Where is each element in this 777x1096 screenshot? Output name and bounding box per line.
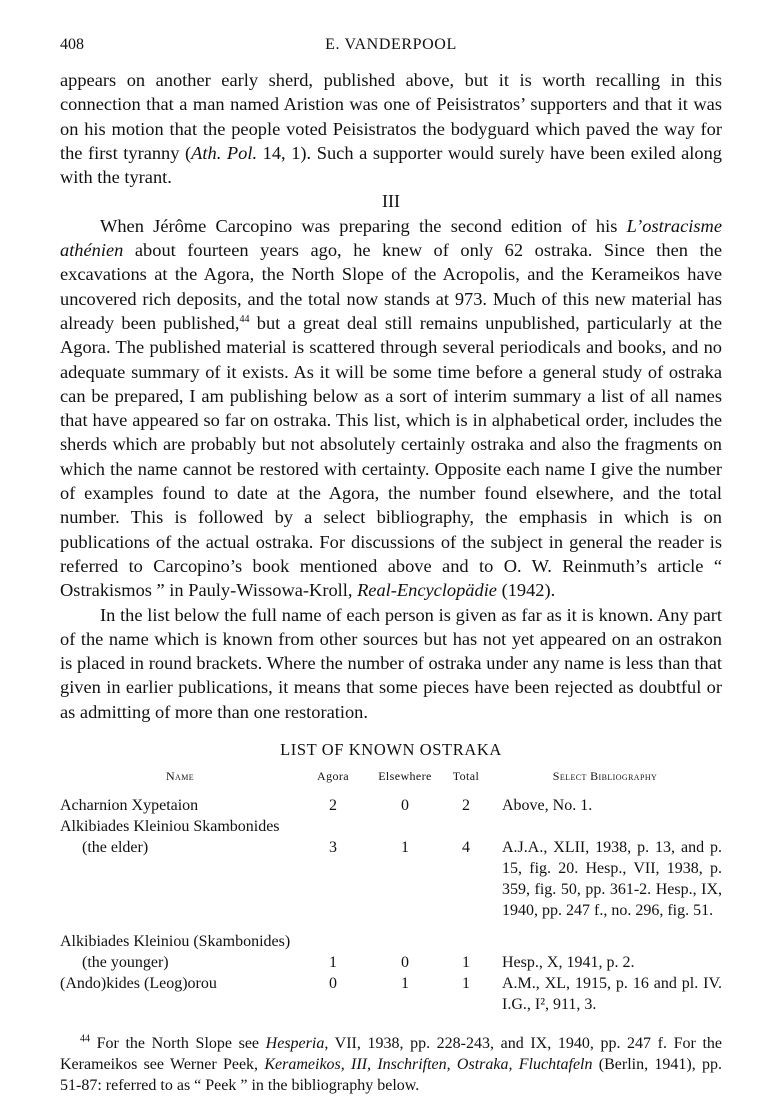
col-header-bibliography: Select Bibliography bbox=[552, 769, 658, 784]
count-elsewhere: 1 bbox=[401, 839, 409, 857]
table-header-row bbox=[60, 766, 722, 795]
paragraph-list-explanation: In the list below the full name of each person is given as far as it is known. Any part of the name which is known from other sources but has not yet appeared on an ostrakon is placed in round brackets. Where the number of ostraka under any name is less than that given in earlier publications, it means that some pieces have been rejected as doubtful or as admitting of more than one restoration. bbox=[60, 604, 722, 722]
footnote-reference: 44 bbox=[239, 313, 250, 325]
count-elsewhere: 0 bbox=[401, 797, 409, 815]
col-header-elsewhere: Elsewhere bbox=[378, 769, 432, 784]
count-total: 4 bbox=[462, 839, 470, 857]
footnote-marker: 44 bbox=[80, 1033, 90, 1045]
bibliography: A.M., XL, 1915, p. 16 and pl. IV. I.G., I², 911, 3. bbox=[502, 975, 722, 1014]
paragraph-continuation: appears on another early sherd, published above, but it is worth recalling in this connection that a man named Aristion was one of Peisistratos’ supporters and that it was on his motion that the people voted Peisistratos the bodyguard which paved the way for the first tyranny (Ath. Pol. 14, 1). Such a supporter would surely have been exiled along with the tyrant. bbox=[60, 70, 723, 188]
ostrakon-name: Alkibiades Kleiniou Skambonides (the elder) bbox=[60, 818, 280, 857]
col-header-agora: Agora bbox=[317, 769, 349, 784]
col-header-name: Name bbox=[165, 769, 195, 784]
bibliography: A.J.A., XLII, 1938, p. 13, and p. 15, fig. 20. Hesp., VII, 1938, p. 359, fig. 50, pp. 361-2. Hesp., IX, 1940, pp. 247 f., no. 296, fig. 51. bbox=[502, 839, 722, 920]
section-heading: III bbox=[382, 191, 400, 212]
ostraka-table bbox=[60, 766, 722, 1015]
table-row bbox=[60, 816, 722, 921]
body-text bbox=[60, 68, 722, 724]
count-total: 1 bbox=[462, 975, 470, 993]
ostrakon-name: Alkibiades Kleiniou (Skambonides) (the younger) bbox=[60, 933, 291, 972]
count-elsewhere: 1 bbox=[401, 975, 409, 993]
count-agora: 1 bbox=[329, 954, 337, 972]
footnote: $^{44}$ For the North Slope see Hesperia, VII, 1938, pp. 228-243, and IX, 1940, pp. 247 f. For the Kerameikos see Werner Peek, Kerameikos, III, Inschriften, Ostraka, Fluchtafeln (Berlin, 1941), pp. 51-87: referred to as “ Peek ” in the bibliography below. bbox=[60, 1033, 722, 1095]
count-agora: 2 bbox=[329, 797, 337, 815]
running-header bbox=[60, 36, 722, 60]
ostrakon-name: (Ando)kides (Leog)orou bbox=[60, 975, 217, 993]
count-agora: 3 bbox=[329, 839, 337, 857]
bibliography: Above, No. 1. bbox=[502, 797, 593, 815]
page bbox=[60, 36, 722, 1096]
count-total: 1 bbox=[462, 954, 470, 972]
table-row bbox=[60, 921, 722, 973]
paragraph-ostraka-intro: When Jérôme Carcopino was preparing the second edition of his L’ostracisme athénien about fourteen years ago, he knew of only 62 ostraka. Since then the excavations at the Agora, the North Slope of the Acropolis, and the Kerameikos have uncovered rich deposits, and the total now stands at 973. Much of this new material has already been published,$^{44}$ but a great deal still remains unpublished, particularly at the Agora. The published material is scattered through several periodicals and books, and no adequate summary of it exists. As it will be some time before a general study of ostraka can be prepared, I am publishing below as a sort of interim summary a list of all names that have appeared so far on ostraka. This list, which is in alphabetical order, includes the sherds which are probably but not absolutely certainly ostraka and also the fragments on which the name cannot be restored with certainty. Opposite each name I give the number of examples found to date at the Agora, the number found elsewhere, and the total number. This is followed by a select bibliography, the emphasis in which is on publications of the actual ostraka. For discussions of the subject in general the reader is referred to Carcopino’s book mentioned above and to O. W. Reinmuth’s article “ Ostrakismos ” in Pauly-Wissowa-Kroll, Real-Encyclopädie (1942). bbox=[60, 215, 723, 601]
ostrakon-name: Acharnion Xypetaion bbox=[60, 797, 199, 815]
table-row bbox=[60, 973, 722, 1015]
page-number: 408 bbox=[60, 36, 84, 53]
count-total: 2 bbox=[462, 797, 470, 815]
col-header-total: Total bbox=[452, 769, 480, 784]
count-agora: 0 bbox=[329, 975, 337, 993]
running-head-author: E. VANDERPOOL bbox=[325, 36, 457, 53]
bibliography: Hesp., X, 1941, p. 2. bbox=[502, 954, 635, 972]
table-row bbox=[60, 795, 722, 816]
list-title: LIST OF KNOWN OSTRAKA bbox=[280, 740, 502, 760]
count-elsewhere: 0 bbox=[401, 954, 409, 972]
